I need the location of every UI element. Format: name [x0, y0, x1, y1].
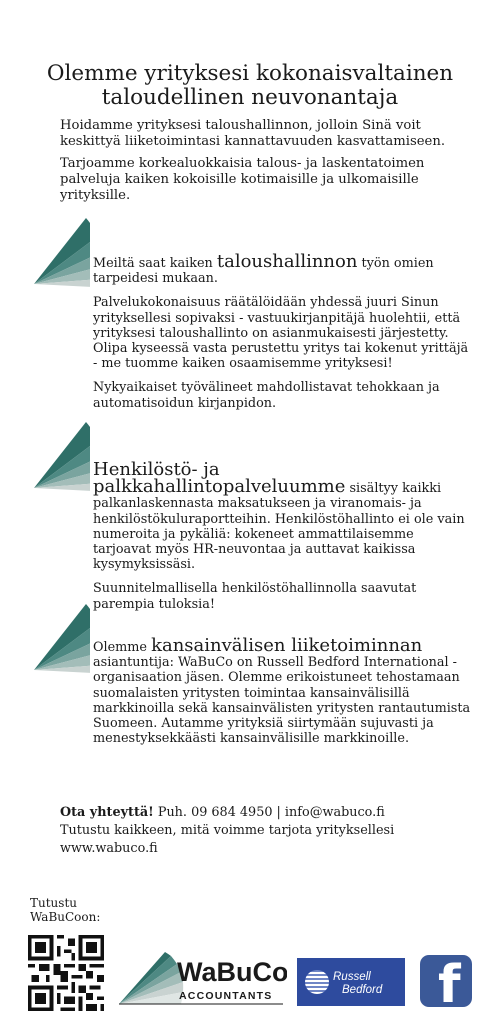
fan-icon — [30, 416, 90, 492]
section-accounting-paragraph-3: Nykyaikaiset työvälineet mahdollistavat tehokkaan ja automatisoidun kirjanpidon. — [93, 380, 440, 411]
page-title — [0, 62, 500, 110]
contact-block — [60, 804, 480, 858]
section-payroll — [93, 459, 473, 621]
section-accounting-paragraph-2: Palvelukokonaisuus räätälöidään yhdessä juuri Sinun yrityksellesi sopivaksi - vastuukirjanpitäjä huolehtii, että yrityksesi taloushallinto on asianmukaisesti järjestetty. Olipa kyseessä vasta perustettu yritys tai kokenut yrittäjä - me tuomme kaiken osaamisemme yrityksesi! — [93, 295, 469, 372]
contact-line-2: Tutustu kaikkeen, mitä voimme tarjota yrityksellesi www.wabuco.fi — [60, 823, 395, 856]
intro-paragraph-2: Tarjoamme korkealuokkaisia talous- ja laskentatoimen palveluja kaiken kokoisille kotimaisille ja ulkomaisille yrityksille. — [60, 156, 425, 203]
wabuco-name: WaBuCo — [177, 957, 287, 987]
contact-heading: Ota yhteyttä! — [60, 805, 154, 820]
wabuco-fan-icon — [115, 948, 287, 1008]
russell-bedford-text-2: Bedford — [342, 984, 383, 996]
title-line-1: Olemme yrityksesi kokonaisvaltainen — [46, 61, 454, 86]
fan-icon — [30, 598, 90, 674]
section-payroll-paragraph-2: Suunnitelmallisella henkilöstöhallinnolla saavutat parempia tuloksia! — [93, 581, 417, 612]
tutustu-label: Tutustu WaBuCoon: — [30, 896, 101, 924]
russell-bedford-globe-icon — [305, 970, 329, 994]
wabuco-subtitle: ACCOUNTANTS — [179, 990, 273, 1002]
facebook-letter: f — [438, 955, 461, 1007]
facebook-icon[interactable] — [420, 955, 472, 1007]
section-accounting-lead: Meiltä saat kaiken taloushallinnon työn omien tarpeidesi mukaan. — [93, 251, 434, 287]
russell-bedford-text-1: Russell — [333, 971, 371, 983]
russell-bedford-logo[interactable] — [297, 958, 405, 1006]
qr-code-icon[interactable] — [28, 935, 104, 1011]
title-line-2: taloudellinen neuvonantaja — [101, 85, 399, 110]
fan-icon — [30, 212, 90, 288]
intro-paragraph-1: Hoidamme yrityksesi taloushallinnon, jolloin Sinä voit keskittyä liiketoimintasi kannattavuuden kasvattamiseen. — [60, 118, 446, 149]
section-accounting — [93, 251, 473, 420]
section-payroll-lead: Henkilöstö- ja palkkahallintopalveluumme sisältyy kaikki palkanlaskennasta maksatukseen ja viranomais- ja henkilöstökuluraportteihin. Henkilöstöhallinto ei ole vain numeroita ja pykäliä: kokeneet ammattilaisemme tarjoavat myös HR-neuvontaa ja auttavat kaikissa kysymyksissäsi. — [93, 459, 465, 573]
contact-email[interactable]: info@wabuco.fi — [280, 805, 385, 820]
section-international-lead: Olemme kansainvälisen liiketoiminnan asiantuntija: WaBuCo on Russell Bedford International -organisaation jäsen. Olemme erikoistuneet tehostamaan suomalaisten yritysten toimintaa kansainvälisillä markkinoilla sekä kansainvälisten yritysten rantautumista Suomeen. Autamme yrityksiä siirtymään sujuvasti ja menestyksekkäästi kansainvälisille markkinoille. — [93, 635, 471, 747]
contact-separator: | — [276, 805, 281, 820]
contact-line-1 — [60, 804, 480, 822]
section-international — [93, 635, 473, 755]
wabuco-logo[interactable] — [115, 948, 287, 1008]
contact-phone[interactable]: Puh. 09 684 4950 — [153, 805, 277, 820]
